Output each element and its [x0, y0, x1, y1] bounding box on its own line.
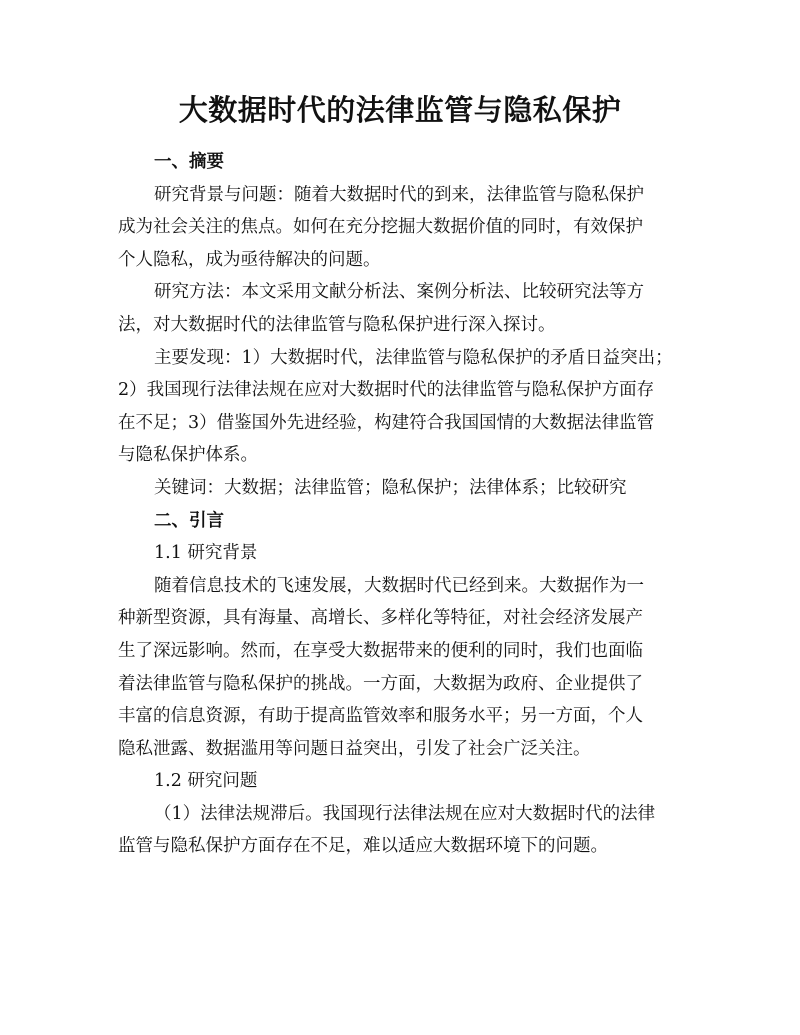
paragraph-line: 2）我国现行法律法规在应对大数据时代的法律监管与隐私保护方面存	[118, 380, 655, 401]
paragraph-line: 隐私泄露、数据滥用等问题日益突出，引发了社会广泛关注。	[118, 738, 591, 759]
paragraph-line: 1.1 研究背景	[154, 543, 258, 564]
paragraph-line: 研究背景与问题：随着大数据时代的到来，法律监管与隐私保护	[154, 184, 644, 205]
paragraph-line: （1）法律法规滞后。我国现行法律法规在应对大数据时代的法律	[154, 803, 656, 824]
paragraph-line: 主要发现：1）大数据时代，法律监管与隐私保护的矛盾日益突出；	[154, 347, 673, 368]
paragraph-line: 随着信息技术的飞速发展，大数据时代已经到来。大数据作为一	[154, 575, 644, 596]
paragraph-line: 成为社会关注的焦点。如何在充分挖掘大数据价值的同时，有效保护	[118, 217, 643, 238]
paragraph-line: 与隐私保护体系。	[118, 445, 258, 466]
paragraph-line: 研究方法：本文采用文献分析法、案例分析法、比较研究法等方	[154, 282, 644, 303]
paragraph-line: 个人隐私，成为亟待解决的问题。	[118, 249, 381, 270]
paragraph-line: 关键词：大数据；法律监管；隐私保护；法律体系；比较研究	[154, 477, 627, 498]
document-title: 大数据时代的法律监管与隐私保护	[178, 93, 622, 127]
section-heading: 一、摘要	[154, 152, 224, 172]
paragraph-line: 监管与隐私保护方面存在不足，难以适应大数据环境下的问题。	[118, 836, 608, 857]
paragraph-line: 1.2 研究问题	[154, 771, 258, 792]
paragraph-line: 种新型资源，具有海量、高增长、多样化等特征，对社会经济发展产	[118, 608, 643, 629]
paragraph-line: 着法律监管与隐私保护的挑战。一方面，大数据为政府、企业提供了	[118, 673, 643, 694]
document-body	[118, 146, 678, 863]
section-heading: 二、引言	[154, 510, 224, 531]
paragraph-line: 法，对大数据时代的法律监管与隐私保护进行深入探讨。	[118, 314, 556, 335]
paragraph-line: 在不足；3）借鉴国外先进经验，构建符合我国国情的大数据法律监管	[118, 412, 655, 433]
paragraph-line: 生了深远影响。然而，在享受大数据带来的便利的同时，我们也面临	[118, 640, 643, 661]
paragraph-line: 丰富的信息资源，有助于提高监管效率和服务水平；另一方面，个人	[118, 706, 643, 727]
